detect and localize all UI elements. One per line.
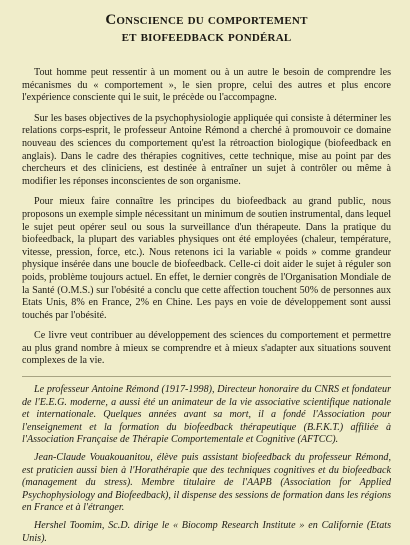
bio-vouakouanitou: Jean-Claude Vouakouanitou, élève puis assistant biofeedback du professeur Rémond, est praticien aussi bien à l'Horathérapie que des techniques cognitives et du biofeedback (management du stress). Membre titulaire de l'AAPB (Association for Applied Psychophysiology and Biofeedback), il dispense des sessions de formation dans les régions en France et à l'étranger. <box>22 452 391 514</box>
bio-remond: Le professeur Antoine Rémond (1917-1998), Directeur honoraire du CNRS et fondateur de l'E.E.G. moderne, a aussi été un animateur de la vie associative scientifique nationale et internationale. Quelques années avant sa mort, il a fondé l'Association pour l'enseignement et la formation du biofeedback thérapeutique (B.F.K.T.) affiliée à l'Association Française de Thérapie Comportementale et Cognitive (AFTCC). <box>22 384 391 446</box>
paragraph-purpose: Ce livre veut contribuer au développement des sciences du comportement et permettre au plus grand nombre à mieux se comprendre et à mieux s'adapter aux situations souvent complexes de la vie. <box>22 330 391 367</box>
title-line-2: et biofeedback pondéral <box>121 29 292 45</box>
title-line-1: Conscience du comportement <box>105 12 308 28</box>
bio-toomim: Hershel Toomim, Sc.D. dirige le « Biocomp Research Institute » en Californie (Etats Unis). <box>22 520 391 544</box>
paragraph-example: Pour mieux faire connaître les principes du biofeedback au grand public, nous proposons un exemple simple nécessitant un minimum de soutien instrumental, dans lequel le sujet peut opérer seul ou sous la surveillance d'un thérapeute. Dans la pratique du biofeedback, la plupart des variables physiques ont été employées (chaleur, température, vitesse, pression, force, etc.). Nous retenons ici la variable « poids » comme grandeur physique insérée dans une boucle de biofeedback. Celle-ci doit aider le sujet à réguler son poids, problème toujours actuel. En effet, le dernier congrès de l'Organisation Mondiale de la Santé (O.M.S.) sur l'obésité a conclu que cette affection touchent 50% de personnes aux Etats Unis, 8% en France, 2% en Chine. Les pays en voie de développement sont aussi touchés par l'obésité. <box>22 196 391 321</box>
author-bios <box>22 376 391 545</box>
intro-text <box>22 67 391 368</box>
page-title <box>22 12 391 46</box>
paragraph-intro: Tout homme peut ressentir à un moment ou à un autre le besoin de comprendre les mécanismes du « comportement », le sien propre, celui des autres et plus encore l'expérience consciente qui le suit, le précède ou l'accompagne. <box>22 67 391 104</box>
paragraph-remond: Sur les bases objectives de la psychophysiologie appliquée qui consiste à déterminer les relations corps-esprit, le professeur Antoine Rémond a cherché à promouvoir ce domaine nouveau des sciences du comportement qu'est la rétroaction biologique (biofeedback en anglais). Dans le cadre des thérapies cognitives, cette technique, mise au point par des chercheurs et des cliniciens, est destinée à entraîner un sujet à contrôler ou même à modifier les réponses inconscientes de son organisme. <box>22 112 391 187</box>
